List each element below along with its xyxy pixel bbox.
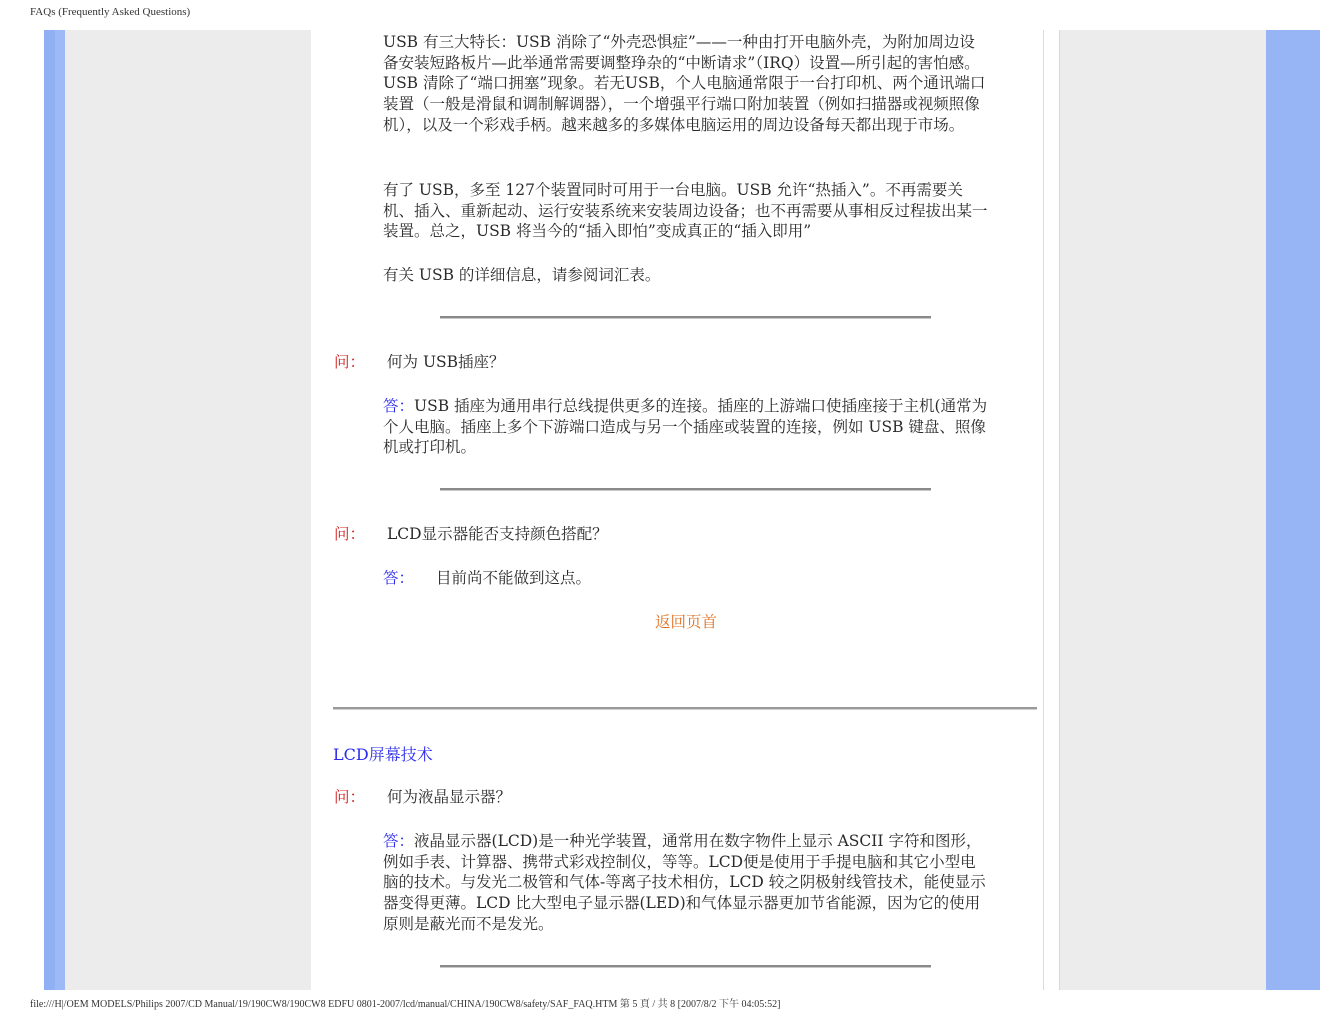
back-to-top-link[interactable]: 返回页首	[655, 613, 718, 631]
question-text: 何为 USB插座？	[387, 353, 505, 371]
answer-text: USB 插座为通用串行总线提供更多的连接。插座的上游端口使插座接于主机(通常为个人电脑。插座上多个下游端口造成与另一个插座或装置的连接，例如 USB 键盘、照像机或打印机。	[383, 397, 988, 457]
answer-usb-hub	[383, 396, 988, 458]
answer-label: 答：	[383, 832, 415, 850]
answer-label: 答：	[383, 569, 415, 587]
usb-paragraph-3: 有关 USB 的详细信息，请参阅词汇表。	[383, 266, 661, 284]
answer-text: 液晶显示器(LCD)是一种光学装置，通常用在数字物件上显示 ASCII 字符和图形，例如手表、计算器、携带式彩戏控制仪，等等。LCD便是使用于手提电脑和其它小型电脑的技术。与发光二极管和气体-等离子技术相仿，LCD 较之阴极射线管技术，能使显示器变得更薄。LCD 比大型电子显示器(LED)和气体显示器更加节省能源，因为它的使用原则是蔽光而不是发光。	[383, 832, 986, 933]
divider	[440, 488, 931, 491]
divider	[440, 316, 931, 319]
question-what-is-lcd	[334, 787, 974, 808]
section-divider	[333, 707, 1037, 710]
left-accent-bar	[44, 30, 55, 990]
answer-what-is-lcd	[383, 831, 988, 935]
print-footer-path: file:///H|/OEM MODELS/Philips 2007/CD Manual/19/190CW8/190CW8 EDFU 0801-2007/lcd/manual/CHINA/190CW8/safety/SAF_FAQ.HTM 第 5 頁 / 共 8 [2007/8/2 下午 04:05:52]	[30, 999, 781, 1010]
question-usb-hub	[334, 352, 974, 373]
divider	[440, 965, 931, 968]
right-accent-bar	[1266, 30, 1320, 990]
right-margin-panel	[1059, 30, 1267, 990]
answer-text: 目前尚不能做到这点。	[436, 569, 592, 587]
answer-label: 答：	[383, 397, 415, 415]
answer-color-matching	[383, 568, 988, 589]
usb-paragraph-2: 有了 USB，多至 127个装置同时可用于一台电脑。USB 允许“热插入”。不再需要关机、插入、重新起动、运行安装系统来安装周边设备；也不再需要从事相反过程拔出某一装置。总之，USB 将当今的“插入即怕”变成真正的“插入即用”	[383, 181, 988, 241]
question-label: 问：	[334, 525, 366, 543]
usb-paragraph-1: USB 有三大特长：USB 消除了“外壳恐惧症”——一种由打开电脑外壳，为附加周边设备安装短路板片—此举通常需要调整琤杂的“中断请求”（IRQ）设置—所引起的害怕感。USB 清除了“端口拥塞”现象。若无USB，个人电脑通常限于一台打印机、两个通讯端口装置（一般是滑鼠和调制解调器），一个增强平行端口附加装置（例如扫描器或视频照像机），以及一个彩戏手柄。越来越多的多媒体电脑运用的周边设备每天都出现于市场。	[383, 33, 986, 134]
question-color-matching	[334, 524, 974, 545]
question-label: 问：	[334, 353, 366, 371]
question-text: 何为液晶显示器？	[387, 788, 512, 806]
question-label: 问：	[334, 788, 366, 806]
print-header-title: FAQs (Frequently Asked Questions)	[30, 6, 191, 18]
left-margin-panel	[65, 30, 311, 990]
left-accent-bar-light	[55, 30, 65, 990]
section-title-lcd-technology: LCD屏幕技术	[333, 745, 433, 764]
question-text: LCD显示器能否支持颜色搭配？	[387, 525, 608, 543]
